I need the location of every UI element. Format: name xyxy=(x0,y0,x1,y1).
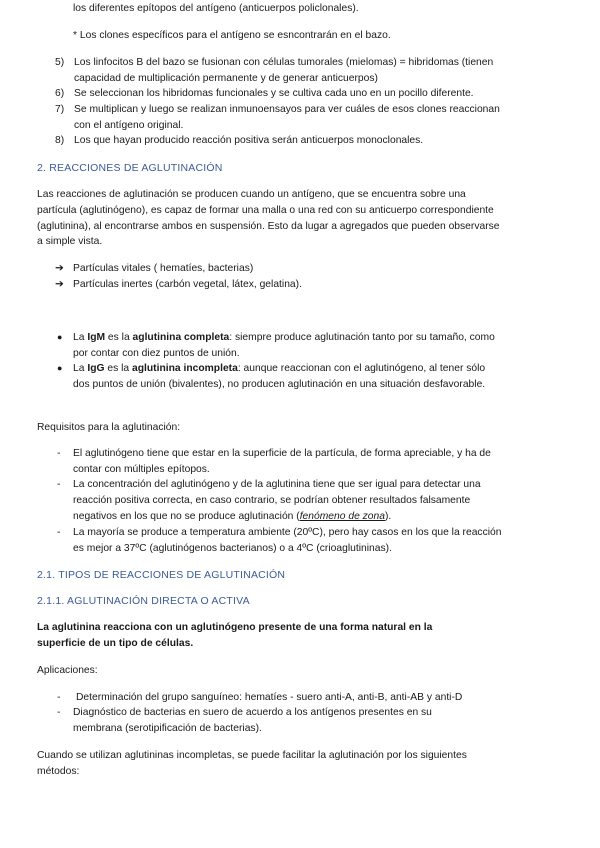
arrow-icon: ➔ xyxy=(55,279,64,290)
list-text: Se seleccionan los hibridomas funcionales y se cultiva cada uno en un pocillo diferente. xyxy=(74,88,474,99)
aplicaciones-label: Aplicaciones: xyxy=(37,665,98,676)
list-text: Los linfocitos B del bazo se fusionan con células tumorales (mielomas) = hibridomas (tienen capacidad de multiplicación permanente y de generar anticuerpos) xyxy=(74,57,494,84)
list-number: 7) xyxy=(55,104,65,115)
list-text: La mayoría se produce a temperatura ambiente (20ºC), pero hay casos en los que la reacción es mejor a 37ºC (aglutinógenos bacterianos) o a 4ºC (crioaglutininas). xyxy=(73,527,502,554)
fenomeno-zona-link[interactable]: fenómeno de zona xyxy=(299,510,385,522)
note-text: * Los clones específicos para el antígeno se esncontrarán en el bazo. xyxy=(73,30,391,41)
list-text: La concentración del aglutinógeno y de la aglutinina tiene que ser igual para detectar una reacción positiva correcta, en caso contrario, se podrían obtener resultados falsamente negativos en los que no se produce aglutinación (fenómeno de zona). xyxy=(73,479,481,522)
dash-icon: - xyxy=(57,692,61,703)
dash-icon: - xyxy=(57,448,61,459)
bullet-icon: ● xyxy=(57,363,63,373)
list-number: 8) xyxy=(55,135,65,146)
continued-text: los diferentes epítopos del antígeno (anticuerpos policlonales). xyxy=(73,3,359,14)
list-text: Partículas vitales ( hematíes, bacterias) xyxy=(73,263,254,274)
list-text: Diagnóstico de bacterias en suero de acuerdo a los antígenos presentes en su membrana (serotipificación de bacterias). xyxy=(73,707,432,734)
dash-icon: - xyxy=(57,707,61,718)
list-number: 5) xyxy=(55,57,65,68)
list-text: Determinación del grupo sanguíneo: hematíes - suero anti-A, anti-B, anti-AB y anti-D xyxy=(76,692,463,703)
list-text: Partículas inertes (carbón vegetal, látex, gelatina). xyxy=(73,279,302,290)
closing-paragraph: Cuando se utilizan aglutininas incompletas, se puede facilitar la aglutinación por los siguientes métodos: xyxy=(37,750,467,777)
section-heading: 2.1. TIPOS DE REACCIONES DE AGLUTINACIÓN xyxy=(37,569,286,581)
requisitos-label: Requisitos para la aglutinación: xyxy=(37,422,181,433)
intro-paragraph: Las reacciones de aglutinación se producen cuando un antígeno, que se encuentra sobre una partícula (aglutinógeno), es capaz de formar una malla o una red con su anticuerpo correspondiente (aglutinina), al encontrarse ambos en suspensión. Esto da lugar a agregados que pueden observarse a simple vista. xyxy=(37,189,500,248)
list-text: La IgM es la aglutinina completa: siempre produce aglutinación tanto por su tamaño, como por contar con diez puntos de unión. xyxy=(73,332,495,359)
list-text: Los que hayan producido reacción positiva serán anticuerpos monoclonales. xyxy=(74,135,424,146)
dash-icon: - xyxy=(57,479,61,490)
bullet-icon: ● xyxy=(57,332,63,342)
list-text: Se multiplican y luego se realizan inmunoensayos para ver cuáles de esos clones reaccionan con el antígeno original. xyxy=(74,104,500,131)
dash-icon: - xyxy=(57,527,61,538)
list-item xyxy=(55,55,515,87)
bold-statement: La aglutinina reacciona con un aglutinógeno presente de una forma natural en la superficie de un tipo de células. xyxy=(37,622,433,649)
section-heading: 2. REACCIONES DE AGLUTINACIÓN xyxy=(37,162,223,174)
subsection-heading: 2.1.1. AGLUTINACIÓN DIRECTA O ACTIVA xyxy=(37,595,250,607)
list-text: La IgG es la aglutinina incompleta: aunque reaccionan con el aglutinógeno, al tener sólo dos puntos de unión (bivalentes), no producen aglutinación en una situación desfavorable. xyxy=(73,363,486,390)
list-number: 6) xyxy=(55,88,65,99)
arrow-icon: ➔ xyxy=(55,263,64,274)
list-text: El aglutinógeno tiene que estar en la superficie de la partícula, de forma apreciable, y ha de contar con múltiples epítopos. xyxy=(73,448,491,475)
